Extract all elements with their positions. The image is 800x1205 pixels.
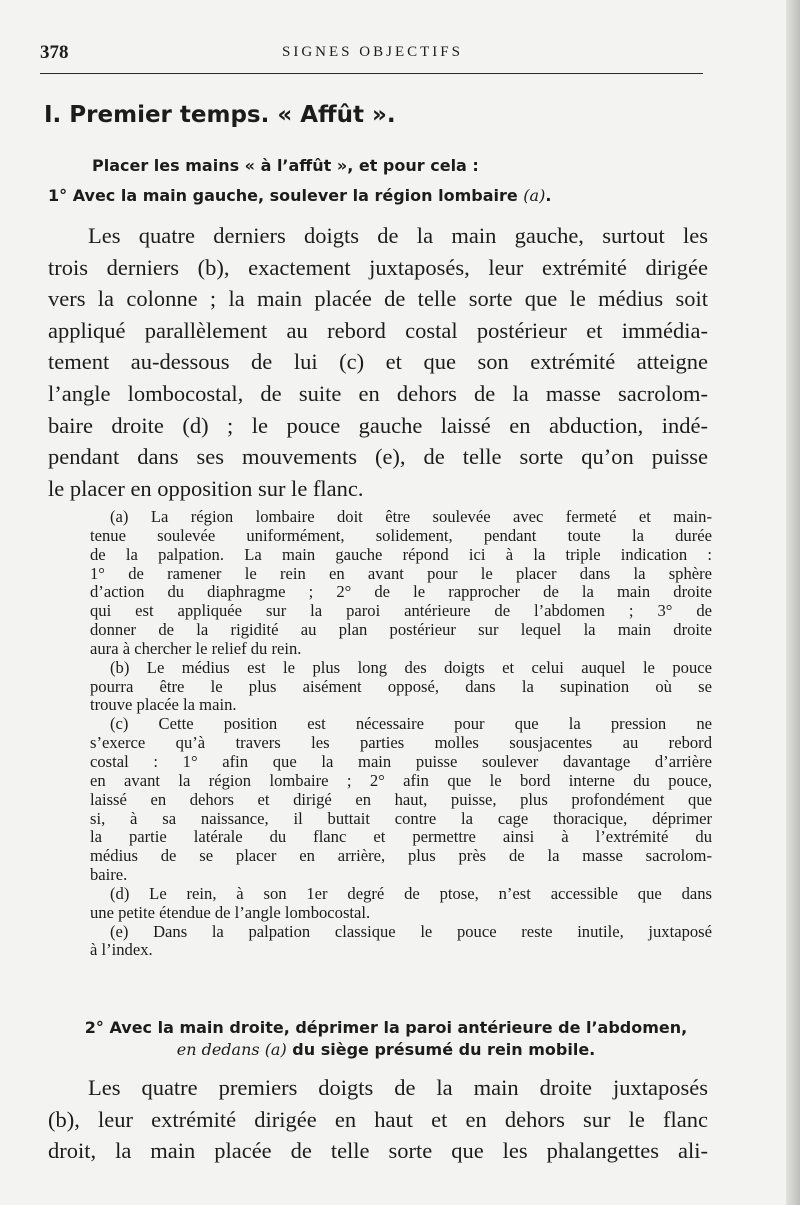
- instruction-main-droite-em: en dedans (a): [176, 1040, 287, 1059]
- note-d-line: une petite étendue de l’angle lombocostal.: [90, 902, 371, 922]
- note-a-line: 1° de ramener le rein en avant pour le placer dans la sphère: [90, 563, 712, 583]
- paragraph-main-droite: [48, 1072, 708, 1167]
- page-spine-shadow: [786, 0, 800, 1205]
- section-title: I. Premier temps. « Affût ».: [44, 102, 396, 128]
- paragraph-line: droit, la main placée de telle sorte que les phalangettes ali-: [48, 1138, 708, 1164]
- instruction-main-droite-rest: du siège présumé du rein mobile.: [286, 1040, 596, 1059]
- note-a-line: qui est appliquée sur la paroi antérieure de l’abdomen ; 3° de: [90, 601, 712, 621]
- paragraph-line: pendant dans ses mouvements (e), de telle sorte qu’on puisse: [48, 444, 708, 470]
- note-a-line: aura à chercher le relief du rein.: [90, 638, 302, 658]
- paragraph-line: baire droite (d) ; le pouce gauche laissé en abduction, indé-: [48, 412, 708, 438]
- note-b-line: (b) Le médius est le plus long des doigts et celui auquel le pouce: [110, 657, 712, 677]
- instruction-main-gauche-ref: (a): [523, 186, 546, 205]
- note-d-line: (d) Le rein, à son 1er degré de ptose, n’est accessible que dans: [110, 883, 712, 903]
- paragraph-line: le placer en opposition sur le flanc.: [48, 475, 364, 501]
- note-e-line: à l’index.: [90, 940, 153, 960]
- running-title: SIGNES OBJECTIFS: [282, 44, 463, 60]
- note-b-line: pourra être le plus aisément opposé, dans la supination où se: [90, 676, 712, 696]
- instruction-main-droite: 2° Avec la main droite, déprimer la paroi antérieure de l’abdomen,: [84, 1018, 688, 1037]
- header-rule: [40, 73, 703, 74]
- paragraph-line: tement au-dessous de lui (c) et que son extrémité atteigne: [48, 349, 708, 375]
- instruction-main-gauche-suffix: .: [545, 186, 552, 205]
- paragraph-main-gauche: [48, 220, 708, 504]
- note-c-line: baire.: [90, 865, 128, 885]
- paragraph-line: l’angle lombocostal, de suite en dehors de la masse sacrolom-: [48, 380, 708, 406]
- paragraph-line: Les quatre premiers doigts de la main droite juxtaposés: [88, 1075, 708, 1100]
- note-a-line: donner de la rigidité au plan postérieur sur lequel la main droite: [90, 620, 712, 640]
- note-e-line: (e) Dans la palpation classique le pouce reste inutile, juxtaposé: [110, 921, 712, 941]
- note-c-line: costal : 1° afin que la main puisse soulever davantage d’arrière: [90, 751, 712, 771]
- instruction-main-droite-line2: [56, 1040, 716, 1059]
- instruction-main-gauche: [48, 186, 551, 205]
- note-c-line: la partie latérale du flanc et permettre ainsi à l’extrémité du: [90, 827, 712, 847]
- note-a-line: (a) La région lombaire doit être soulevée avec fermeté et main-: [110, 507, 712, 526]
- note-c-line: s’exerce qu’à travers les parties molles sousjacentes au rebord: [90, 733, 712, 753]
- paragraph-line: (b), leur extrémité dirigée en haut et en dehors sur le flanc: [48, 1106, 708, 1132]
- note-c-line: (c) Cette position est nécessaire pour que la pression ne: [110, 714, 712, 734]
- footnotes: [90, 508, 712, 960]
- note-a-line: de la palpation. La main gauche répond ici à la triple indication :: [90, 544, 712, 564]
- note-c-line: laissé en dehors et dirigé en haut, puisse, plus profondément que: [90, 789, 712, 809]
- note-b-line: trouve placée la main.: [90, 695, 237, 715]
- instruction-placer-mains: Placer les mains « à l’affût », et pour cela :: [92, 156, 479, 175]
- paragraph-line: vers la colonne ; la main placée de telle sorte que le médius soit: [48, 286, 708, 312]
- instruction-main-gauche-text: 1° Avec la main gauche, soulever la région lombaire: [48, 186, 524, 205]
- paragraph-line: Les quatre derniers doigts de la main gauche, surtout les: [88, 223, 708, 248]
- note-a-line: tenue soulevée uniformément, solidement, pendant toute la durée: [90, 525, 712, 545]
- note-c-line: si, à sa naissance, il buttait contre la cage thoracique, déprimer: [90, 808, 712, 828]
- note-a-line: d’action du diaphragme ; 2° de le rapprocher de la main droite: [90, 582, 712, 602]
- note-c-line: médius de se placer en arrière, plus près de la masse sacrolom-: [90, 846, 712, 866]
- page-number: 378: [40, 42, 69, 63]
- page-header: [40, 40, 705, 70]
- note-c-line: en avant la région lombaire ; 2° afin que le bord interne du pouce,: [90, 770, 712, 790]
- paragraph-line: appliqué parallèlement au rebord costal postérieur et immédia-: [48, 317, 708, 343]
- paragraph-line: trois derniers (b), exactement juxtaposés, leur extrémité dirigée: [48, 254, 708, 280]
